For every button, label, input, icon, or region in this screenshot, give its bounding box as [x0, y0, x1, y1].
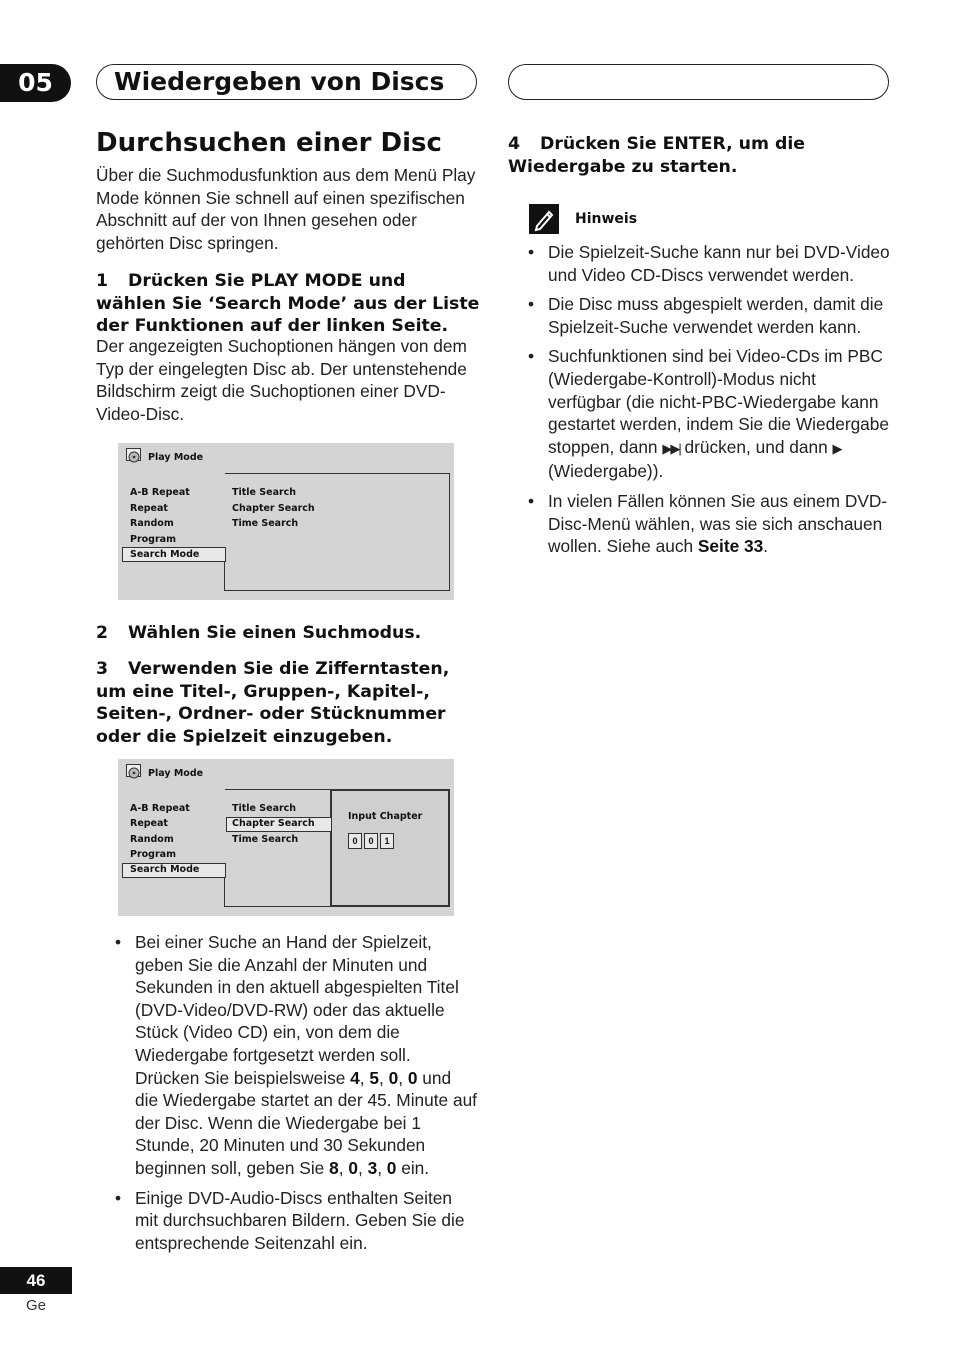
option-item[interactable]: Title Search [232, 803, 297, 814]
menu-item[interactable]: A-B Repeat [130, 487, 190, 498]
digit: 0 [364, 833, 378, 849]
language-code: Ge [26, 1297, 47, 1314]
right-header-frame [508, 64, 889, 100]
step-1-body: Der angezeigten Suchoptionen hängen von dem Typ der eingelegten Disc ab. Der untenstehende Bildschirm zeigt die Suchoptionen einer DVD-Video-Disc. [96, 336, 467, 424]
step-1 [96, 270, 481, 338]
menu-item[interactable]: Random [130, 834, 174, 845]
step-4 [508, 133, 888, 178]
step-number: 2 [96, 623, 109, 643]
left-bullet-list [115, 931, 477, 1261]
digit: 1 [380, 833, 394, 849]
chapter-number-badge: 05 [0, 64, 71, 102]
play-icon: ▶ [832, 440, 843, 456]
menu-item[interactable]: Repeat [130, 818, 168, 829]
menu-item[interactable]: Random [130, 518, 174, 529]
digit: 0 [348, 833, 362, 849]
menu-item-search-mode[interactable]: Search Mode [130, 864, 200, 875]
option-item[interactable]: Time Search [232, 834, 299, 845]
option-item[interactable]: Title Search [232, 487, 297, 498]
note-item: • In vielen Fällen können Sie aus einem DVD-Disc-Menü wählen, was sie sich anschauen wollen. Siehe auch Seite 33. [528, 490, 890, 558]
intro-paragraph: Über die Suchmodusfunktion aus dem Menü Play Mode können Sie schnell auf einen spezifischen Abschnitt auf der von Ihnen gesehen oder gehörten Disc springen. [96, 165, 476, 253]
menu-item[interactable]: A-B Repeat [130, 803, 190, 814]
digit-input[interactable] [348, 831, 396, 849]
chapter-title: Wiedergeben von Discs [114, 67, 445, 96]
disc-icon [126, 448, 144, 464]
step-text: Verwenden Sie die Zifferntasten, um eine Titel-, Gruppen-, Kapitel-, Seiten-, Ordner- oder Stücknummer oder die Spielzeit einzugeben. [96, 659, 450, 747]
note-label: Hinweis [575, 211, 638, 227]
menu-item[interactable]: Program [130, 534, 176, 545]
input-label: Input Chapter [348, 811, 423, 822]
option-item[interactable]: Time Search [232, 518, 299, 529]
menu-item[interactable]: Repeat [130, 503, 168, 514]
menu-item[interactable]: Program [130, 849, 176, 860]
section-title: Durchsuchen einer Disc [96, 128, 442, 158]
note-item: • Die Spielzeit-Suche kann nur bei DVD-Video und Video CD-Discs verwendet werden. [528, 241, 890, 286]
step-number: 4 [508, 134, 521, 154]
play-mode-screen-1 [118, 443, 454, 600]
step-number: 1 [96, 271, 109, 291]
screen-title: Play Mode [148, 452, 204, 463]
note-pencil-icon [529, 204, 559, 234]
page-reference: Seite 33 [697, 536, 764, 557]
next-track-icon: ▶▶| [662, 440, 680, 456]
option-item[interactable]: Chapter Search [232, 503, 315, 514]
screen-title: Play Mode [148, 768, 204, 779]
menu-item-search-mode[interactable]: Search Mode [130, 549, 200, 560]
step-text: Drücken Sie PLAY MODE und wählen Sie ‘Search Mode’ aus der Liste der Funktionen auf der linken Seite. [96, 271, 480, 337]
note-item: • Suchfunktionen sind bei Video-CDs im PBC (Wiedergabe-Kontroll)-Modus nicht verfügbar (die nicht-PBC-Wiedergabe kann gestartet werden, indem Sie die Wiedergabe stoppen, dann ▶▶| drücken, und dann ▶ (Wiedergabe)). [528, 345, 890, 483]
step-number: 3 [96, 659, 109, 679]
disc-icon [126, 764, 144, 780]
note-item: • Die Disc muss abgespielt werden, damit die Spielzeit-Suche verwendet werden kann. [528, 293, 890, 338]
page-number: 46 [0, 1267, 72, 1294]
play-mode-screen-2 [118, 759, 454, 916]
bullet-dvd-audio: • Einige DVD-Audio-Discs enthalten Seiten mit durchsuchbaren Bildern. Geben Sie die entsprechende Seitenzahl ein. [115, 1187, 477, 1255]
option-item-chapter-search[interactable]: Chapter Search [232, 818, 315, 829]
step-text: Wählen Sie einen Suchmodus. [128, 623, 422, 643]
step-3 [96, 658, 481, 748]
step-2 [96, 622, 481, 645]
bullet-time-search: • Bei einer Suche an Hand der Spielzeit, geben Sie die Anzahl der Minuten und Sekunden in den aktuell abgespielten Titel (DVD-Video/DVD-RW) oder das aktuelle Stück (Video CD) ein, von dem die Wiedergabe fortgesetzt werden soll. Drücken Sie beispielsweise 4, 5, 0, 0 und die Wiedergabe startet an der 45. Minute auf der Disc. Wenn die Wiedergabe bei 1 Stunde, 20 Minuten und 30 Sekunden beginnen soll, geben Sie 8, 0, 3, 0 ein. [115, 931, 477, 1180]
step-text: Drücken Sie ENTER, um die Wiedergabe zu starten. [508, 134, 805, 177]
note-list [528, 241, 890, 565]
